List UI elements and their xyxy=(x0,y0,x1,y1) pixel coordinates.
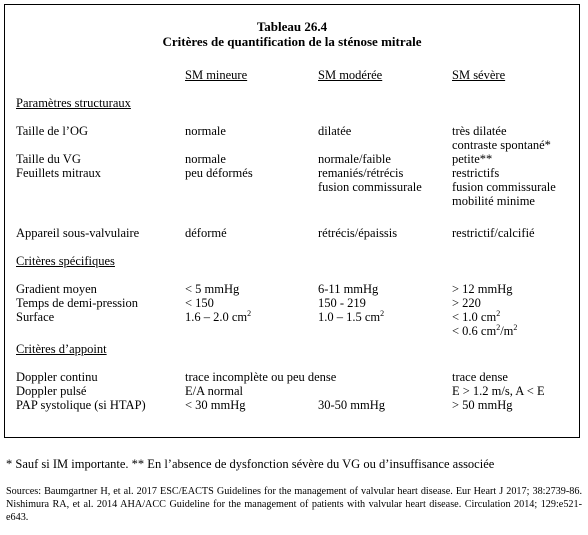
cell-pap-moderate: 30-50 mmHg xyxy=(318,398,386,412)
row-label-gradient: Gradient moyen xyxy=(16,282,97,296)
cell-appareil-minor: déformé xyxy=(185,226,227,240)
col-header-severe: SM sévère xyxy=(452,68,506,82)
row-label-og: Taille de l’OG xyxy=(16,124,89,138)
cell-temps-severe: > 220 xyxy=(452,296,481,310)
cell-gradient-moderate: 6-11 mmHg xyxy=(318,282,379,296)
cell-surface-severe: < 1.0 $cm^2$ xyxy=(452,309,501,324)
footnote: * Sauf si IM importante. ** En l’absence de dysfonction sévère du VG ou d’insuffisance associée xyxy=(6,457,495,471)
cell-feuillets-moderate: remaniés/rétrécis xyxy=(318,166,404,180)
cell-surface-minor: 1.6 – 2.0 $cm^2$ xyxy=(185,309,252,324)
cell-og-severe-2: contraste spontané* xyxy=(452,138,551,152)
cell-doppler-pulse-severe: E > 1.2 m/s, A < E xyxy=(452,384,545,398)
cell-vg-moderate: normale/faible xyxy=(318,152,391,166)
cell-vg-severe: petite** xyxy=(452,152,493,166)
cell-feuillets-moderate-2: fusion commissurale xyxy=(318,180,422,194)
row-label-surface: Surface xyxy=(16,310,55,324)
section-specific: Critères spécifiques xyxy=(16,254,115,268)
cell-og-moderate: dilatée xyxy=(318,124,352,138)
cell-og-severe: très dilatée xyxy=(452,124,507,138)
cell-temps-minor: < 150 xyxy=(185,296,214,310)
cell-appareil-moderate: rétrécis/épaissis xyxy=(318,226,398,240)
row-label-appareil: Appareil sous-valvulaire xyxy=(16,226,140,240)
table-title: Tableau 26.4 xyxy=(256,19,328,34)
section-support: Critères d’appoint xyxy=(16,342,107,356)
section-structural: Paramètres structuraux xyxy=(16,96,131,110)
cell-doppler-continu-severe: trace dense xyxy=(452,370,508,384)
cell-feuillets-severe-2: fusion commissurale xyxy=(452,180,556,194)
cell-feuillets-severe-3: mobilité minime xyxy=(452,194,535,208)
cell-gradient-minor: < 5 mmHg xyxy=(185,282,240,296)
cell-temps-moderate: 150 - 219 xyxy=(318,296,366,310)
cell-vg-minor: normale xyxy=(185,152,226,166)
col-header-minor: SM mineure xyxy=(185,68,248,82)
row-label-feuillets: Feuillets mitraux xyxy=(16,166,102,180)
cell-doppler-continu-minor: trace incomplète ou peu dense xyxy=(185,370,337,384)
cell-gradient-severe: > 12 mmHg xyxy=(452,282,513,296)
cell-feuillets-severe: restrictifs xyxy=(452,166,500,180)
cell-appareil-severe: restrictif/calcifié xyxy=(452,226,535,240)
sources: Sources: Baumgartner H, et al. 2017 ESC/EACTS Guidelines for the management of valvular heart disease. Eur Heart J 2017; 38:2739-86. Nishimura RA, et al. 2014 AHA/ACC Guideline for the management of patients with valvular heart disease. Circulation 2014; 129:e521-e643. xyxy=(6,486,582,523)
row-label-temps: Temps de demi-pression xyxy=(16,296,139,310)
cell-doppler-pulse-minor: E/A normal xyxy=(185,384,243,398)
cell-feuillets-minor: peu déformés xyxy=(185,166,253,180)
col-header-moderate: SM modérée xyxy=(318,68,383,82)
cell-surface-moderate: 1.0 – 1.5 $cm^2$ xyxy=(318,309,385,324)
cell-pap-severe: > 50 mmHg xyxy=(452,398,513,412)
table-subtitle: Critères de quantification de la sténose mitrale xyxy=(162,34,422,49)
cell-pap-minor: < 30 mmHg xyxy=(185,398,246,412)
row-label-doppler-pulse: Doppler pulsé xyxy=(16,384,87,398)
row-label-pap: PAP systolique (si HTAP) xyxy=(16,398,146,412)
row-label-doppler-continu: Doppler continu xyxy=(16,370,98,384)
cell-surface-severe-2: < 0.6 $cm^2/m^2$ xyxy=(452,323,518,338)
cell-og-minor: normale xyxy=(185,124,226,138)
row-label-vg: Taille du VG xyxy=(16,152,81,166)
